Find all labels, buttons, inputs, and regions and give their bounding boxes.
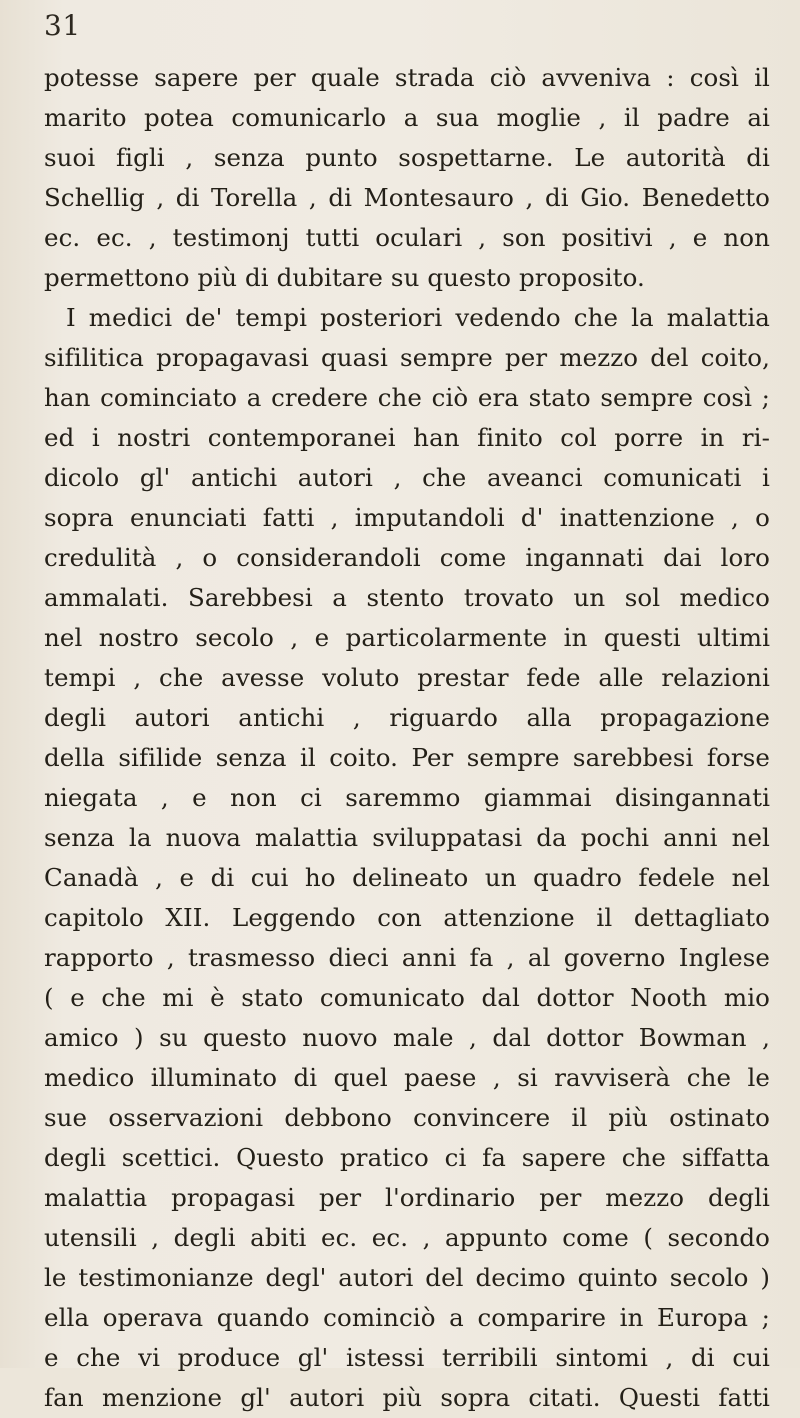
text-line: nel nostro secolo , e particolarmente in questi ultimi <box>44 623 770 652</box>
text-line: han cominciato a credere che ciò era stato sempre così ; <box>44 383 770 412</box>
text-line: medico illuminato di quel paese , si ravviserà che le <box>44 1063 770 1092</box>
text-line: tempi , che avesse voluto prestar fede alle relazioni <box>44 663 770 692</box>
text-line: ella operava quando cominciò a comparire in Europa ; <box>44 1303 770 1332</box>
text-line: della sifilide senza il coito. Per sempre sarebbesi forse <box>44 743 770 772</box>
text-line: sifilitica propagavasi quasi sempre per mezzo del coito, <box>44 343 770 372</box>
paragraph-start-line: I medici de' tempi posteriori vedendo che la malattia <box>66 303 770 332</box>
text-line: e che vi produce gl' istessi terribili sintomi , di cui <box>44 1343 770 1372</box>
page-number: 31 <box>44 9 81 42</box>
text-line: degli scettici. Questo pratico ci fa sapere che siffatta <box>44 1143 770 1172</box>
text-line: amico ) su questo nuovo male , dal dottor Bowman , <box>44 1023 770 1052</box>
text-line: rapporto , trasmesso dieci anni fa , al governo Inglese <box>44 943 770 972</box>
text-line: capitolo XII. Leggendo con attenzione il dettagliato <box>44 903 770 932</box>
text-line: ammalati. Sarebbesi a stento trovato un sol medico <box>44 583 770 612</box>
text-line: sue osservazioni debbono convincere il più ostinato <box>44 1103 770 1132</box>
body-text <box>44 58 770 1418</box>
text-line: utensili , degli abiti ec. ec. , appunto come ( secondo <box>44 1223 770 1252</box>
text-line: suoi figli , senza punto sospettarne. Le autorità di <box>44 143 770 172</box>
text-line: malattia propagasi per l'ordinario per mezzo degli <box>44 1183 770 1212</box>
text-line: credulità , o considerandoli come ingannati dai loro <box>44 543 770 572</box>
text-line: permettono più di dubitare su questo proposito. <box>44 263 645 292</box>
text-line: degli autori antichi , riguardo alla propagazione <box>44 703 770 732</box>
text-line: ( e che mi è stato comunicato dal dottor Nooth mio <box>44 983 770 1012</box>
text-line: Schellig , di Torella , di Montesauro , di Gio. Benedetto <box>44 183 770 212</box>
text-line: le testimonianze degl' autori del decimo quinto secolo ) <box>44 1263 770 1292</box>
text-line: ec. ec. , testimonj tutti oculari , son positivi , e non <box>44 223 770 252</box>
text-line: sopra enunciati fatti , imputandoli d' inattenzione , o <box>44 503 770 532</box>
text-line: ed i nostri contemporanei han finito col porre in ri- <box>44 423 770 452</box>
text-line: potesse sapere per quale strada ciò avveniva : così il <box>44 63 770 92</box>
text-line: niegata , e non ci saremmo giammai disingannati <box>44 783 770 812</box>
text-line: fan menzione gl' autori più sopra citati. Questi fatti <box>44 1383 770 1412</box>
text-line: dicolo gl' antichi autori , che aveanci comunicati i <box>44 463 770 492</box>
text-line: Canadà , e di cui ho delineato un quadro fedele nel <box>44 863 770 892</box>
text-line: senza la nuova malattia sviluppatasi da pochi anni nel <box>44 823 770 852</box>
text-line: marito potea comunicarlo a sua moglie , il padre ai <box>44 103 770 132</box>
